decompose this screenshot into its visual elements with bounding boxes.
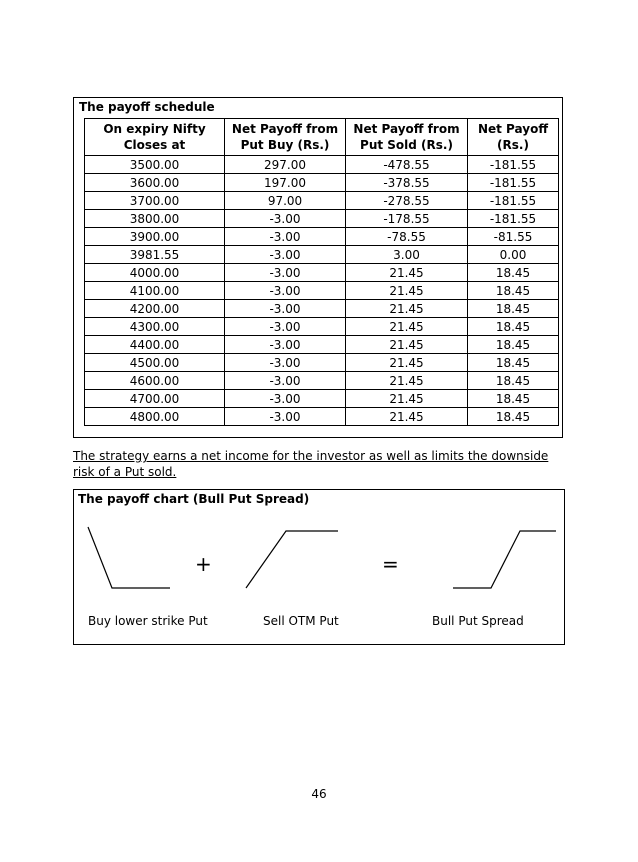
cell-put-buy: -3.00 xyxy=(225,264,346,282)
header-line: Net Payoff from xyxy=(231,122,339,136)
cell-net-payoff: 18.45 xyxy=(468,264,559,282)
sell-put-payoff-line xyxy=(246,531,338,588)
header-expiry xyxy=(85,119,225,156)
header-net-payoff xyxy=(468,119,559,156)
header-put-sold xyxy=(346,119,468,156)
cell-net-payoff: 18.45 xyxy=(468,282,559,300)
cell-net-payoff: -181.55 xyxy=(468,174,559,192)
header-line: Put Buy (Rs.) xyxy=(240,138,330,152)
cell-net-payoff: 18.45 xyxy=(468,336,559,354)
cell-expiry: 3600.00 xyxy=(85,174,225,192)
table-row xyxy=(85,246,559,264)
cell-expiry: 4100.00 xyxy=(85,282,225,300)
caption-buy-put: Buy lower strike Put xyxy=(88,614,208,628)
chart-title: The payoff chart (Bull Put Spread) xyxy=(78,492,310,506)
caption-spread: Bull Put Spread xyxy=(432,614,524,628)
buy-put-payoff-line xyxy=(88,527,170,588)
cell-put-buy: -3.00 xyxy=(225,336,346,354)
cell-net-payoff: 0.00 xyxy=(468,246,559,264)
cell-put-buy: 297.00 xyxy=(225,156,346,174)
cell-put-buy: -3.00 xyxy=(225,300,346,318)
cell-put-sold: 21.45 xyxy=(346,390,468,408)
table-row xyxy=(85,264,559,282)
table-row xyxy=(85,336,559,354)
header-line: Net Payoff from xyxy=(353,122,460,136)
cell-expiry: 4800.00 xyxy=(85,408,225,426)
payoff-schedule-box xyxy=(73,97,563,438)
cell-net-payoff: -181.55 xyxy=(468,210,559,228)
header-line: Net Payoff xyxy=(477,122,549,136)
table-row xyxy=(85,354,559,372)
caption-sell-put: Sell OTM Put xyxy=(263,614,339,628)
header-line: Put Sold (Rs.) xyxy=(360,138,453,152)
cell-put-sold: 21.45 xyxy=(346,282,468,300)
cell-net-payoff: 18.45 xyxy=(468,408,559,426)
equals-sign: = xyxy=(382,552,399,576)
table-header-row xyxy=(85,119,559,156)
table-row xyxy=(85,192,559,210)
cell-expiry: 4700.00 xyxy=(85,390,225,408)
cell-put-buy: -3.00 xyxy=(225,372,346,390)
cell-put-sold: -478.55 xyxy=(346,156,468,174)
cell-put-buy: -3.00 xyxy=(225,390,346,408)
cell-net-payoff: 18.45 xyxy=(468,354,559,372)
payoff-table xyxy=(84,118,559,426)
cell-put-buy: -3.00 xyxy=(225,246,346,264)
table-row xyxy=(85,156,559,174)
cell-net-payoff: 18.45 xyxy=(468,390,559,408)
cell-expiry: 4400.00 xyxy=(85,336,225,354)
cell-put-sold: 21.45 xyxy=(346,300,468,318)
schedule-title: The payoff schedule xyxy=(79,100,215,114)
plus-sign: + xyxy=(195,552,212,576)
table-row xyxy=(85,174,559,192)
payoff-chart-box xyxy=(73,489,565,645)
cell-net-payoff: 18.45 xyxy=(468,372,559,390)
cell-put-buy: 197.00 xyxy=(225,174,346,192)
cell-put-buy: -3.00 xyxy=(225,354,346,372)
cell-expiry: 4200.00 xyxy=(85,300,225,318)
cell-put-sold: -378.55 xyxy=(346,174,468,192)
table-row xyxy=(85,408,559,426)
cell-put-sold: 3.00 xyxy=(346,246,468,264)
page-number: 46 xyxy=(311,787,327,801)
cell-expiry: 4500.00 xyxy=(85,354,225,372)
cell-net-payoff: -181.55 xyxy=(468,156,559,174)
table-row xyxy=(85,210,559,228)
cell-net-payoff: 18.45 xyxy=(468,300,559,318)
header-line: On expiry Nifty xyxy=(103,122,206,136)
cell-expiry: 3900.00 xyxy=(85,228,225,246)
cell-expiry: 4300.00 xyxy=(85,318,225,336)
cell-put-sold: -78.55 xyxy=(346,228,468,246)
table-row xyxy=(85,372,559,390)
cell-put-sold: 21.45 xyxy=(346,372,468,390)
cell-put-sold: 21.45 xyxy=(346,408,468,426)
cell-put-sold: 21.45 xyxy=(346,336,468,354)
table-row xyxy=(85,390,559,408)
cell-put-sold: 21.45 xyxy=(346,318,468,336)
bull-put-spread-payoff-line xyxy=(453,531,556,588)
cell-net-payoff: -181.55 xyxy=(468,192,559,210)
strategy-note: The strategy earns a net income for the investor as well as limits the downside risk of a Put sold. xyxy=(73,449,549,479)
header-line: Closes at xyxy=(123,138,186,152)
cell-put-sold: -278.55 xyxy=(346,192,468,210)
cell-put-buy: 97.00 xyxy=(225,192,346,210)
header-put-buy xyxy=(225,119,346,156)
cell-put-buy: -3.00 xyxy=(225,228,346,246)
cell-put-sold: 21.45 xyxy=(346,354,468,372)
cell-expiry: 3700.00 xyxy=(85,192,225,210)
cell-put-sold: -178.55 xyxy=(346,210,468,228)
table-row xyxy=(85,282,559,300)
header-line: (Rs.) xyxy=(497,138,529,152)
cell-put-buy: -3.00 xyxy=(225,210,346,228)
cell-put-buy: -3.00 xyxy=(225,318,346,336)
cell-expiry: 3981.55 xyxy=(85,246,225,264)
table-row xyxy=(85,228,559,246)
cell-expiry: 4600.00 xyxy=(85,372,225,390)
cell-expiry: 3800.00 xyxy=(85,210,225,228)
cell-put-sold: 21.45 xyxy=(346,264,468,282)
table-row xyxy=(85,318,559,336)
cell-put-buy: -3.00 xyxy=(225,408,346,426)
cell-net-payoff: -81.55 xyxy=(468,228,559,246)
cell-expiry: 4000.00 xyxy=(85,264,225,282)
table-row xyxy=(85,300,559,318)
cell-put-buy: -3.00 xyxy=(225,282,346,300)
cell-expiry: 3500.00 xyxy=(85,156,225,174)
cell-net-payoff: 18.45 xyxy=(468,318,559,336)
